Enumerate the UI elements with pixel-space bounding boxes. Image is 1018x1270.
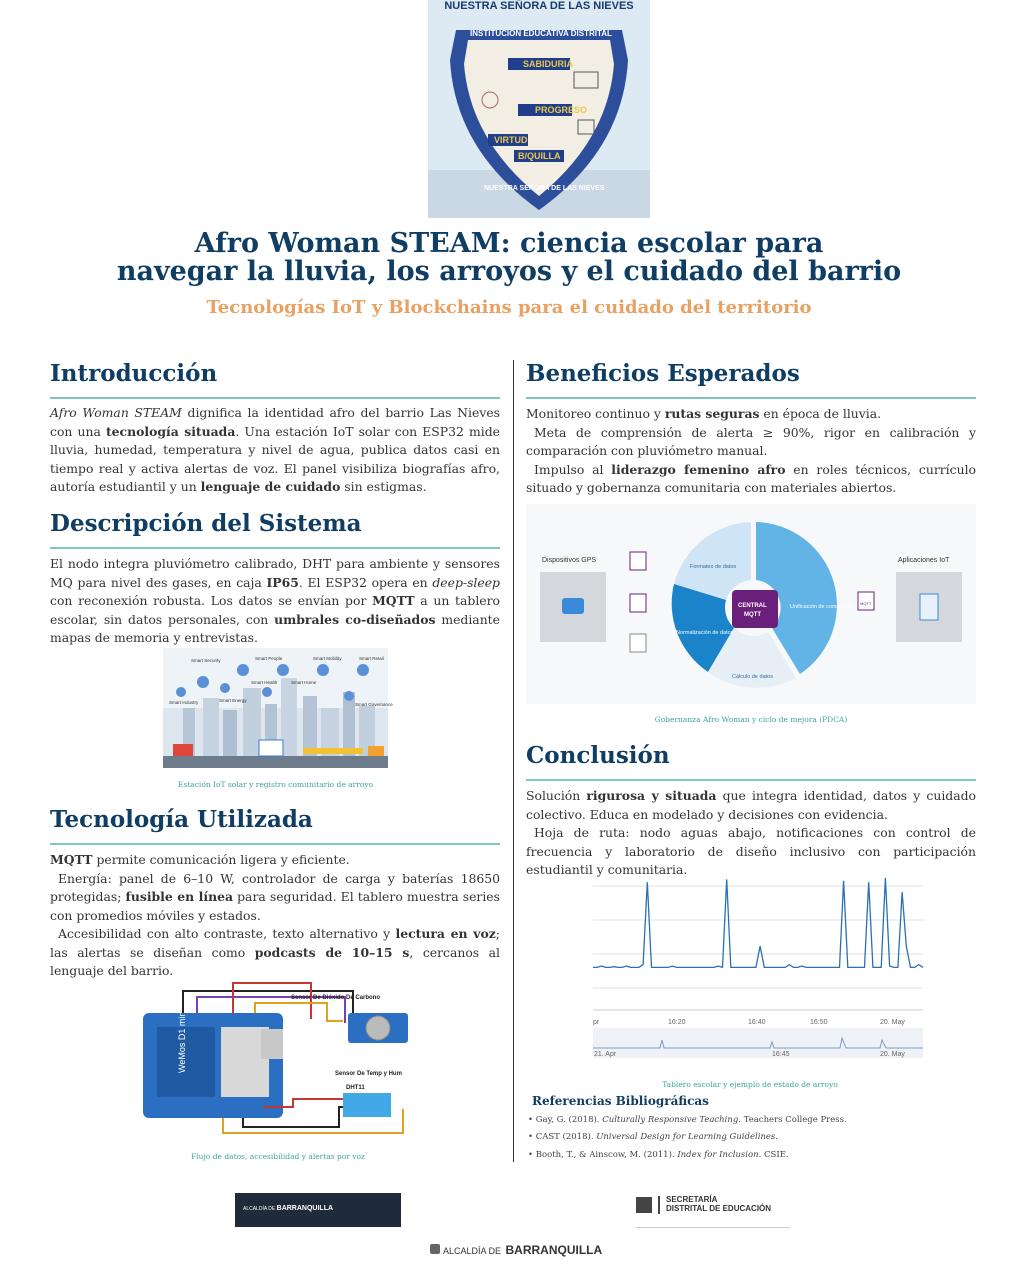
- center-label-2: MQTT: [744, 612, 761, 618]
- city-label: Smart Security: [191, 658, 221, 663]
- mqtt-tag: MQTT: [860, 601, 872, 606]
- concl-heading: Conclusión: [526, 742, 670, 769]
- x-tick-label: 16:40: [748, 1019, 766, 1026]
- crest-word-bquilla: B/QUILLA: [518, 151, 561, 161]
- nav-tick-label: 21. Apr: [594, 1051, 617, 1058]
- desc-paragraph: El nodo integra pluviómetro calibrado, DHT para ambiente y sensores MQ para nivel des gases, en caja IP65. El ESP32 opera en deep-sleep con reconexión robusta. Los datos se envían por MQTT a un tablero escolar, sin datos personales, con umbrales co-diseñados mediante mapas de memoria y entrevistas.: [50, 556, 501, 645]
- city-label: Smart Retail: [359, 656, 384, 661]
- school-crest: [428, 0, 650, 218]
- footer-logo-alcaldia: ALCALDÍA DE BARRANQUILLA: [430, 1241, 602, 1259]
- x-tick-label: pr: [593, 1019, 600, 1026]
- benef-paragraph: Monitoreo continuo y rutas seguras en época de lluvia. Meta de comprensión de alerta ≥ 90%, rigor en calibración y comparación con pluviómetro manual. Impulso al liderazgo femenino afro en roles técnicos, currículo situado y gobernanza comunitaria con materiales abiertos.: [526, 406, 976, 495]
- benef-heading: Beneficios Esperados: [526, 360, 800, 387]
- column-divider: [513, 360, 514, 1162]
- crest-ring-bottom: NUESTRA SEÑORA DE LAS NIEVES: [484, 185, 605, 192]
- reference-item: • Booth, T., & Ainscow, M. (2011). Index for Inclusion. CSIE.: [528, 1150, 789, 1160]
- sensor-co2-label: Sensor De Dióxido De Carbono: [291, 995, 381, 1001]
- segment-left-label: Normalización de datos: [676, 630, 734, 636]
- city-label: Smart Health: [251, 680, 278, 685]
- city-label: Smart Home: [291, 680, 317, 685]
- x-tick-label: 16:50: [810, 1019, 828, 1026]
- gps-devices-title: Dispositivos GPS: [542, 557, 597, 564]
- mqtt-diagram: [526, 504, 976, 704]
- tech-rule: [50, 843, 500, 845]
- concl-paragraph: Solución rigurosa y situada que integra identidad, datos y cuidado colectivo. Educa en modelado y decisiones con evidencia. Hoja de ruta: nodo aguas abajo, notificaciones con control de frecuencia y laboratorio de diseño inclusivo con participación estudiantil y comunitaria.: [526, 788, 977, 877]
- crest-ring-top: INSTITUCION EDUCATIVA DISTRITAL: [470, 29, 612, 38]
- secretaria-icon: [636, 1197, 652, 1213]
- intro-rule: [50, 397, 500, 399]
- dht-label: DHT11: [346, 1085, 365, 1091]
- intro-heading: Introducción: [50, 360, 218, 387]
- x-tick-label: 20. May: [880, 1019, 905, 1026]
- desc-rule: [50, 547, 500, 549]
- concl-rule: [526, 779, 976, 781]
- reference-item: • CAST (2018). Universal Design for Learning Guidelines.: [528, 1132, 778, 1142]
- nav-tick-label: 16:45: [772, 1051, 790, 1058]
- desc-figure-caption: Estación IoT solar y registro comunitario de arroyo: [177, 780, 374, 789]
- refs-heading: Referencias Bibliográficas: [532, 1094, 709, 1108]
- board-label: WeMos D1 mini: [177, 1009, 187, 1073]
- footer-logo-secretaria: SECRETARÍA DISTRITAL DE EDUCACIÓN: [636, 1195, 790, 1228]
- city-label: Smart Mobility: [313, 656, 342, 661]
- x-tick-label: 16:20: [668, 1019, 686, 1026]
- intro-paragraph: Afro Woman STEAM dignifica la identidad afro del barrio Las Nieves con una tecnología situada. Una estación IoT solar con ESP32 mide lluvia, humedad, temperatura y nivel de agua, publica datos casi en tiempo real y activa alertas de voz. El panel visibiliza biografías afro, autoría estudiantil y un lenguaje de cuidado sin estigmas.: [50, 405, 501, 494]
- poster-title-line1: Afro Woman STEAM: ciencia escolar para: [194, 228, 824, 259]
- crest-word-progreso: PROGRESO: [535, 105, 588, 115]
- wiring-diagram: [143, 983, 413, 1138]
- tech-heading: Tecnología Utilizada: [50, 806, 313, 833]
- city-label: Smart Energy: [219, 698, 247, 703]
- segment-bottom-label: Cálculo de datos: [732, 674, 773, 680]
- crest-word-sabiduria: SABIDURIA: [523, 59, 574, 69]
- city-label: Smart Industry: [169, 700, 199, 705]
- city-label: Smart People: [255, 656, 283, 661]
- center-label-1: CENTRAL: [738, 603, 767, 609]
- sensor-temp-label: Sensor De Temp y Hum: [335, 1071, 402, 1077]
- footer-logo-alcaldia-dark: ALCALDÍA DE BARRANQUILLA: [235, 1193, 401, 1227]
- crest-shield-graphic: [428, 0, 650, 218]
- benef-figure-caption: Gobernanza Afro Woman y ciclo de mejora (PDCA): [654, 715, 848, 724]
- concl-figure-caption: Tablero escolar y ejemplo de estado de arroyo: [662, 1080, 838, 1089]
- reference-item: • Gay, G. (2018). Culturally Responsive Teaching. Teachers College Press.: [528, 1115, 847, 1125]
- city-label: Smart Governance: [355, 702, 393, 707]
- benef-rule: [526, 397, 976, 399]
- alcaldia-icon: [430, 1244, 440, 1254]
- crest-banner: NUESTRA SEÑORA DE LAS NIEVES: [444, 0, 634, 12]
- tech-paragraph: MQTT permite comunicación ligera y eficiente. Energía: panel de 6–10 W, controlador de carga y baterías 18650 protegidas; fusible en línea para seguridad. El tablero muestra series con promedios móviles y estados. Accesibilidad con alto contraste, texto alternativo y lectura en voz; las alertas se diseñan como podcasts de 10–15 s, cercanos al lenguaje del barrio.: [50, 852, 500, 978]
- desc-heading: Descripción del Sistema: [50, 510, 362, 537]
- segment-top-label: Formateo de datos: [690, 564, 737, 570]
- poster-subtitle: Tecnologías IoT y Blockchains para el cuidado del territorio: [206, 297, 812, 318]
- smart-city-illustration: [163, 648, 393, 768]
- tech-figure-caption: Flujo de datos, accesibilidad y alertas por voz: [191, 1152, 365, 1161]
- segment-right-label: Unificación de comandos: [790, 604, 852, 610]
- crest-word-virtud: VIRTUD: [494, 135, 528, 145]
- iot-apps-title: Aplicaciones IoT: [898, 557, 950, 564]
- poster-title-line2: navegar la lluvia, los arroyos y el cuidado del barrio: [116, 256, 902, 287]
- nav-tick-label: 20. May: [880, 1051, 905, 1058]
- stream-level-chart: [590, 862, 926, 1062]
